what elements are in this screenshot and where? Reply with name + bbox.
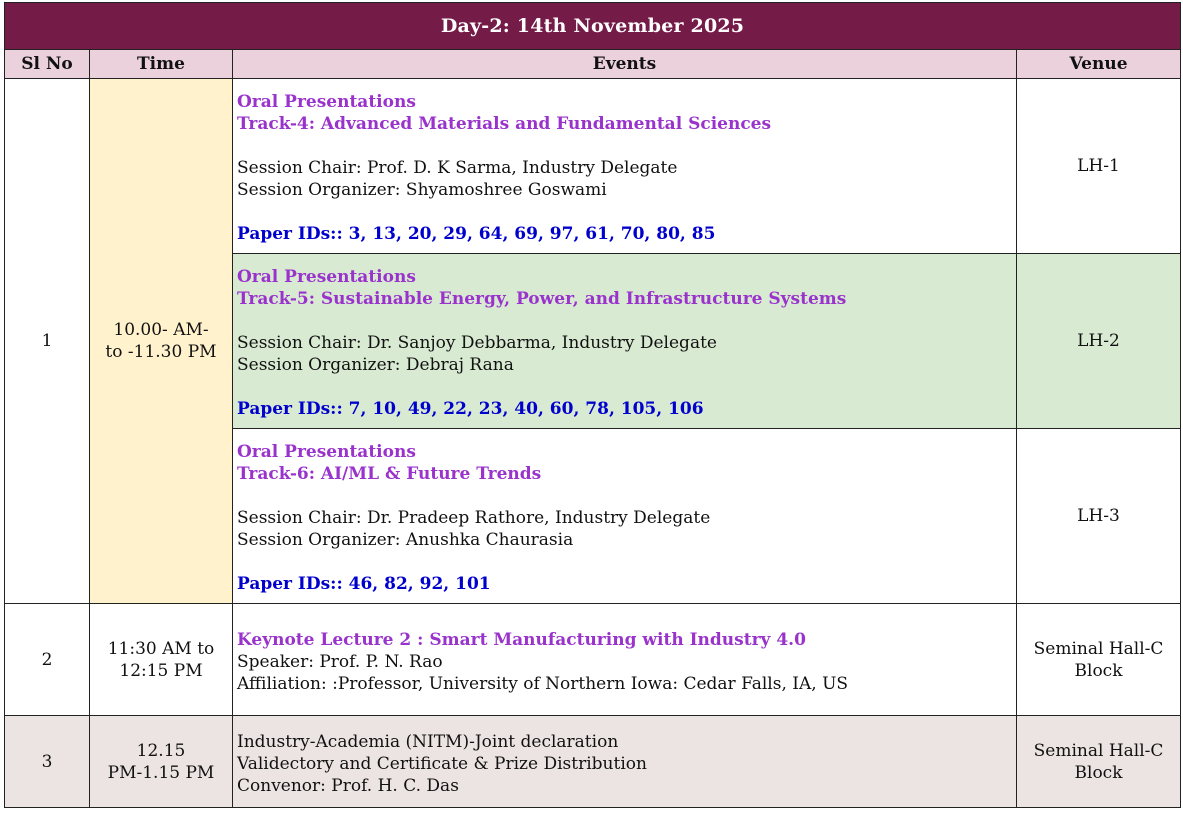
venue-line: Seminal Hall-C — [1033, 638, 1164, 659]
venue-cell — [1017, 604, 1181, 716]
time-cell — [90, 716, 233, 808]
time-line: 12:15 PM — [119, 660, 203, 681]
closing-line: Industry-Academia (NITM)-Joint declaration — [237, 731, 619, 752]
session-track: Track-6: AI/ML & Future Trends — [237, 464, 542, 484]
session-type: Oral Presentations — [237, 267, 416, 287]
event-cell — [233, 429, 1017, 604]
session-chair: Session Chair: Dr. Pradeep Rathore, Industry Delegate — [237, 508, 711, 528]
session-organizer: Session Organizer: Debraj Rana — [237, 355, 514, 375]
col-header-time: Time — [90, 50, 233, 79]
event-cell — [233, 604, 1017, 716]
venue-cell: LH-3 — [1017, 429, 1181, 604]
sl-no-cell: 3 — [5, 716, 90, 808]
paper-ids: Paper IDs:: 7, 10, 49, 22, 23, 40, 60, 78, 105, 106 — [237, 399, 704, 419]
time-cell — [90, 79, 233, 604]
time-line: PM-1.15 PM — [107, 762, 215, 783]
closing-convenor: Convenor: Prof. H. C. Das — [237, 775, 459, 796]
event-cell — [233, 254, 1017, 429]
venue-line: Block — [1074, 660, 1123, 681]
venue-cell — [1017, 716, 1181, 808]
keynote-title: Keynote Lecture 2 : Smart Manufacturing with Industry 4.0 — [237, 629, 806, 650]
venue-line: Block — [1074, 762, 1123, 783]
sl-no-cell: 2 — [5, 604, 90, 716]
table-row — [5, 604, 1181, 716]
time-line: 11:30 AM to — [107, 638, 215, 659]
schedule-title: Day-2: 14th November 2025 — [5, 3, 1181, 50]
time-cell — [90, 604, 233, 716]
session-track: Track-4: Advanced Materials and Fundamental Sciences — [237, 114, 772, 134]
event-cell — [233, 79, 1017, 254]
session-chair: Session Chair: Dr. Sanjoy Debbarma, Industry Delegate — [237, 333, 717, 353]
col-header-sl-no: Sl No — [5, 50, 90, 79]
paper-ids: Paper IDs:: 3, 13, 20, 29, 64, 69, 97, 61, 70, 80, 85 — [237, 224, 716, 244]
keynote-affiliation: Affiliation: :Professor, University of Northern Iowa: Cedar Falls, IA, US — [237, 673, 849, 694]
sl-no-cell: 1 — [5, 79, 90, 604]
session-type: Oral Presentations — [237, 92, 416, 112]
venue-cell: LH-1 — [1017, 79, 1181, 254]
session-organizer: Session Organizer: Anushka Chaurasia — [237, 530, 574, 550]
session-track: Track-5: Sustainable Energy, Power, and Infrastructure Systems — [237, 289, 847, 309]
paper-ids: Paper IDs:: 46, 82, 92, 101 — [237, 574, 491, 594]
time-line: to -11.30 PM — [105, 342, 217, 362]
event-cell — [233, 716, 1017, 808]
schedule-table — [4, 2, 1181, 808]
col-header-venue: Venue — [1017, 50, 1181, 79]
venue-line: Seminal Hall-C — [1033, 740, 1164, 761]
closing-line: Validectory and Certificate & Prize Distribution — [237, 753, 647, 774]
session-chair: Session Chair: Prof. D. K Sarma, Industry Delegate — [237, 158, 678, 178]
keynote-speaker: Speaker: Prof. P. N. Rao — [237, 651, 443, 672]
col-header-events: Events — [233, 50, 1017, 79]
session-type: Oral Presentations — [237, 442, 416, 462]
table-row — [5, 79, 1181, 254]
venue-cell: LH-2 — [1017, 254, 1181, 429]
time-line: 12.15 — [136, 740, 186, 761]
session-organizer: Session Organizer: Shyamoshree Goswami — [237, 180, 607, 200]
table-row — [5, 716, 1181, 808]
time-line: 10.00- AM- — [113, 320, 209, 340]
